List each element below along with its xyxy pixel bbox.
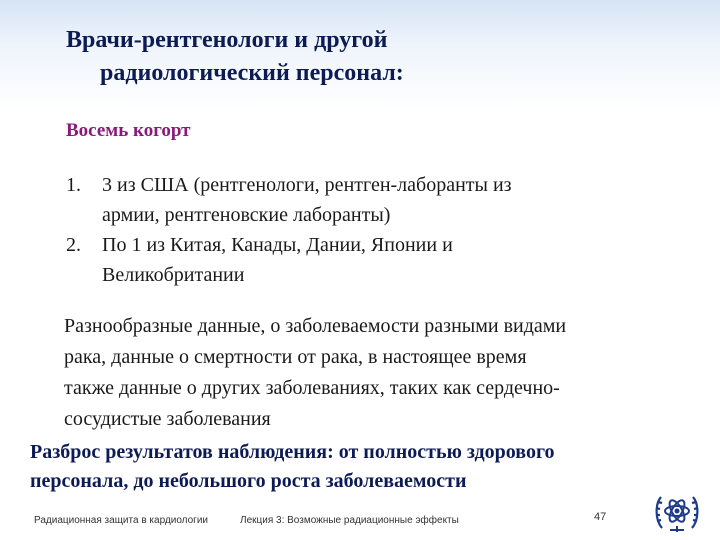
summary-line: Разброс результатов наблюдения: от полностью здорового bbox=[30, 441, 555, 463]
subtitle: Восемь когорт bbox=[66, 120, 191, 141]
footer-course-title: Радиационная защита в кардиологии bbox=[34, 515, 208, 526]
paragraph-line: сосудистые заболевания bbox=[64, 408, 271, 430]
title-line-1: Врачи-рентгенологи и другой bbox=[66, 27, 388, 53]
list-item bbox=[66, 230, 626, 290]
page-number: 47 bbox=[594, 511, 607, 523]
list-item-line: армии, рентгеновские лаборанты) bbox=[102, 204, 391, 226]
title-line-2: радиологический персонал: bbox=[100, 60, 404, 86]
iaea-logo-icon bbox=[652, 488, 702, 536]
paragraph-line: также данные о других заболеваниях, таких как сердечно- bbox=[64, 377, 560, 399]
list-item-number: 2. bbox=[66, 234, 81, 256]
paragraph-line: рака, данные о смертности от рака, в настоящее время bbox=[64, 346, 527, 368]
footer bbox=[0, 500, 720, 540]
paragraph-line: Разнообразные данные, о заболеваемости разными видами bbox=[64, 315, 567, 337]
list-item-number: 1. bbox=[66, 174, 81, 196]
numbered-list bbox=[66, 170, 626, 290]
list-item bbox=[66, 170, 626, 230]
summary-line: персонала, до небольшого роста заболеваемости bbox=[30, 470, 467, 492]
list-item-line: 3 из США (рентгенологи, рентген-лаборанты из bbox=[102, 174, 512, 196]
slide-title bbox=[66, 24, 666, 90]
body-paragraph bbox=[64, 311, 684, 435]
list-item-line: Великобритании bbox=[102, 264, 245, 286]
summary-text bbox=[30, 438, 670, 496]
list-item-line: По 1 из Китая, Канады, Дании, Японии и bbox=[102, 234, 453, 256]
footer-lecture-title: Лекция 3: Возможные радиационные эффекты bbox=[240, 515, 459, 526]
